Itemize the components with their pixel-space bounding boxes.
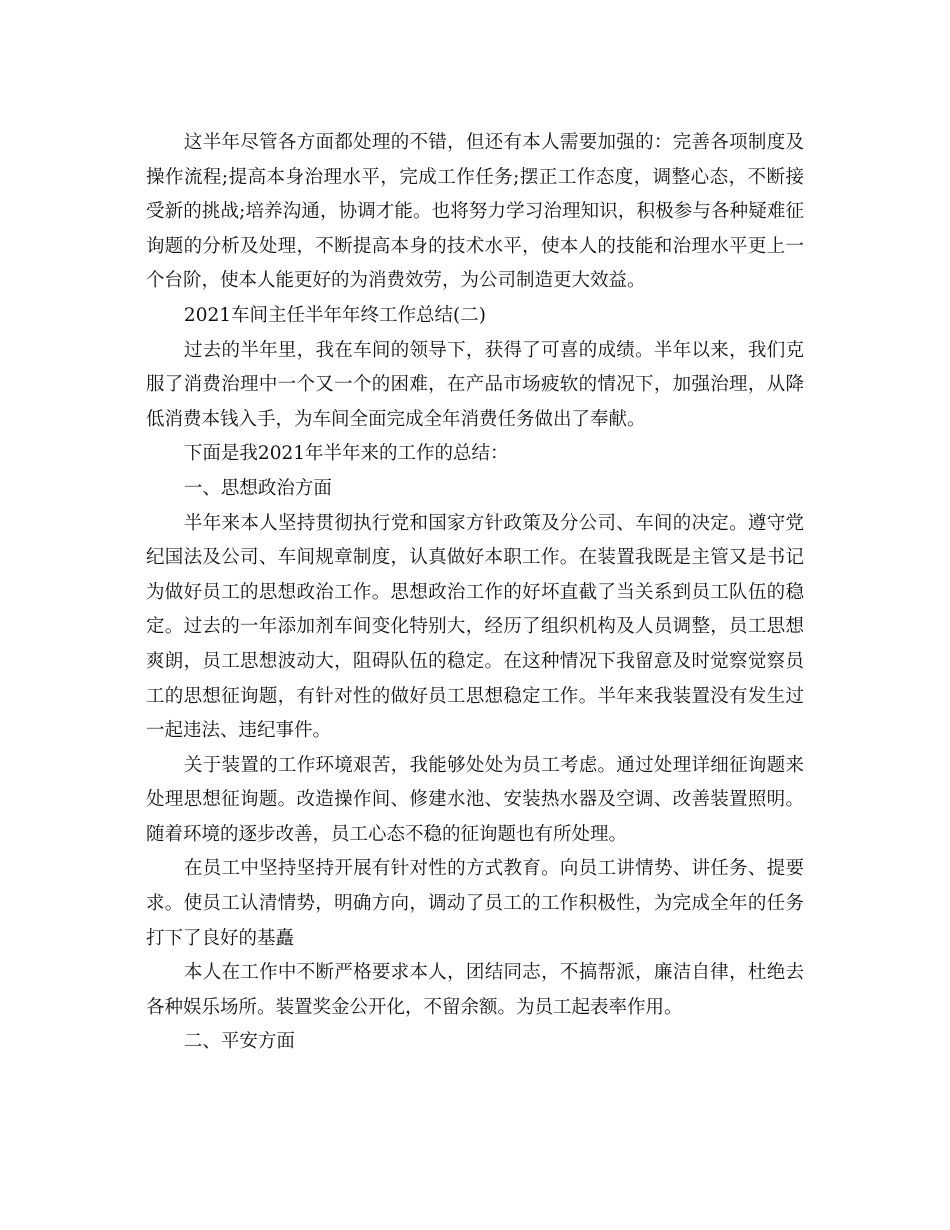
paragraph-education: 在员工中坚持坚持开展有针对性的方式教育。向员工讲情势、讲任务、提要求。使员工认清情势，明确方向，调动了员工的工作积极性，为完成全年的任务打下了良好的基矗 [146,858,804,949]
document-body [146,126,804,1060]
paragraph-self-discipline: 本人在工作中不断严格要求本人，团结同志，不搞帮派，廉洁自律，杜绝去各种娱乐场所。装置奖金公开化，不留余额。为员工起表率作用。 [146,962,804,1018]
paragraph-intro: 过去的半年里，我在车间的领导下，获得了可喜的成绩。半年以来，我们克服了消费治理中一个又一个的困难，在产品市场疲软的情况下，加强治理，从降低消费本钱入手，为车间全面完成全年消费任务做出了奉献。 [146,339,804,430]
paragraph-political: 半年来本人坚持贯彻执行党和国家方针政策及分公司、车间的决定。遵守党纪国法及公司、车间规章制度，认真做好本职工作。在装置我既是主管又是书记为做好员工的思想政治工作。思想政治工作的好坏直截了当关系到员工队伍的稳定。过去的一年添加剂车间变化特别大，经历了组织机构及人员调整，员工思想爽朗，员工思想波动大，阻碍队伍的稳定。在这种情况下我留意及时觉察觉察员工的思想征询题，有针对性的做好员工思想稳定工作。半年来我装置没有发生过一起违法、违纪事件。 [146,512,804,742]
paragraph-summary-lead: 下面是我2021年半年来的工作的总结： [183,443,509,465]
section-title: 2021车间主任半年年终工作总结(二) [183,304,486,326]
heading-safety: 二、平安方面 [183,1031,295,1053]
paragraph-improvement: 这半年尽管各方面都处理的不错，但还有本人需要加强的：完善各项制度及操作流程;提高本身治理水平，完成工作任务;摆正工作态度，调整心态，不断接受新的挑战;培养沟通，协调才能。也将努力学习治理知识，积极参与各种疑难征询题的分析及处理，不断提高本身的技术水平，使本人的技能和治理水平更上一个台阶，使本人能更好的为消费效劳，为公司制造更大效益。 [146,132,804,292]
paragraph-environment: 关于装置的工作环境艰苦，我能够处处为员工考虑。通过处理详细征询题来处理思想征询题。改造操作间、修建水池、安装热水器及空调、改善装置照明。随着环境的逐步改善，员工心态不稳的征询题也有所处理。 [146,754,804,845]
heading-political: 一、思想政治方面 [183,477,332,499]
